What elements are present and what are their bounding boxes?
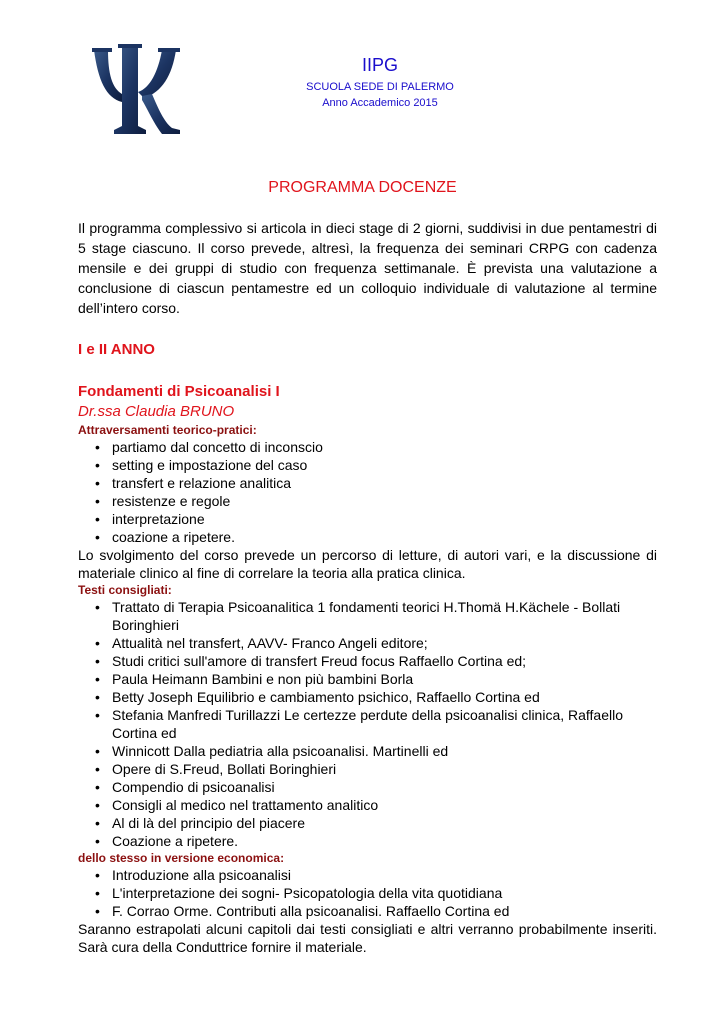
topics-list [78,438,657,546]
year-heading: I e II ANNO [78,341,155,358]
list-item: • interpretazione [78,510,657,528]
list-item: • setting e impostazione del caso [78,456,657,474]
list-item: • Coazione a ripetere. [78,832,657,850]
list-item: • Al di là del principio del piacere [78,814,657,832]
list-item: • resistenze e regole [78,492,657,510]
list-item: • Opere di S.Freud, Bollati Boringhieri [78,760,657,778]
list-item: • L'interpretazione dei sogni- Psicopatologia della vita quotidiana [78,884,657,902]
texts-list [78,598,657,850]
org-name: IIPG [361,55,398,75]
topics-heading: Attraversamenti teorico-pratici: [78,423,257,437]
economy-heading: dello stesso in versione economica: [78,851,285,865]
list-item: • F. Corrao Orme. Contributi alla psicoanalisi. Raffaello Cortina ed [78,902,657,920]
list-item: • Paula Heimann Bambini e non più bambini Borla [78,670,657,688]
intro-paragraph: Il programma complessivo si articola in dieci stage di 2 giorni, suddivisi in due pentamestri di 5 stage ciascuno. Il corso prevede, altresì, la frequenza dei seminari CRPG con cadenza mensile e dei gruppi di studio con frequenza settimanale. È prevista una valutazione a conclusione di ciascun pentamestre ed un colloquio individuale di valutazione al termine dell’intero corso. [78,220,657,316]
list-item: • Trattato di Terapia Psicoanalitica 1 fondamenti teorici H.Thomä H.Kächele - Bollati Boringhieri [78,598,657,634]
list-item: • transfert e relazione analitica [78,474,657,492]
closing-paragraph: Saranno estrapolati alcuni capitoli dai testi consigliati e altri verranno probabilmente inseriti. Sarà cura della Conduttrice fornire il materiale. [78,921,657,955]
list-item: • Compendio di psicoanalisi [78,778,657,796]
list-item: • Introduzione alla psicoanalisi [78,866,657,884]
academic-year: Anno Accademico 2015 [322,97,438,109]
list-item: • coazione a ripetere. [78,528,657,546]
psi-kappa-logo-icon [92,44,182,136]
org-subtitle: SCUOLA SEDE DI PALERMO [306,81,454,93]
list-item: • Betty Joseph Equilibrio e cambiamento psichico, Raffaello Cortina ed [78,688,657,706]
teacher-name: Dr.ssa Claudia BRUNO [78,403,235,420]
list-item: • Attualità nel transfert, AAVV- Franco Angeli editore; [78,634,657,652]
economy-list [78,866,657,920]
page-title: PROGRAMMA DOCENZE [268,179,457,196]
list-item: • Consigli al medico nel trattamento analitico [78,796,657,814]
list-item: • partiamo dal concetto di inconscio [78,438,657,456]
course-description: Lo svolgimento del corso prevede un percorso di letture, di autori vari, e la discussione di materiale clinico al fine di correlare la teoria alla pratica clinica. [78,547,657,581]
course-title: Fondamenti di Psicoanalisi I [78,383,280,400]
document-body [78,218,657,956]
texts-heading: Testi consigliati: [78,583,172,597]
list-item: • Studi critici sull'amore di transfert Freud focus Raffaello Cortina ed; [78,652,657,670]
list-item: • Stefania Manfredi Turillazzi Le certezze perdute della psicoanalisi clinica, Raffaello Cortina ed [78,706,657,742]
list-item: • Winnicott Dalla pediatria alla psicoanalisi. Martinelli ed [78,742,657,760]
